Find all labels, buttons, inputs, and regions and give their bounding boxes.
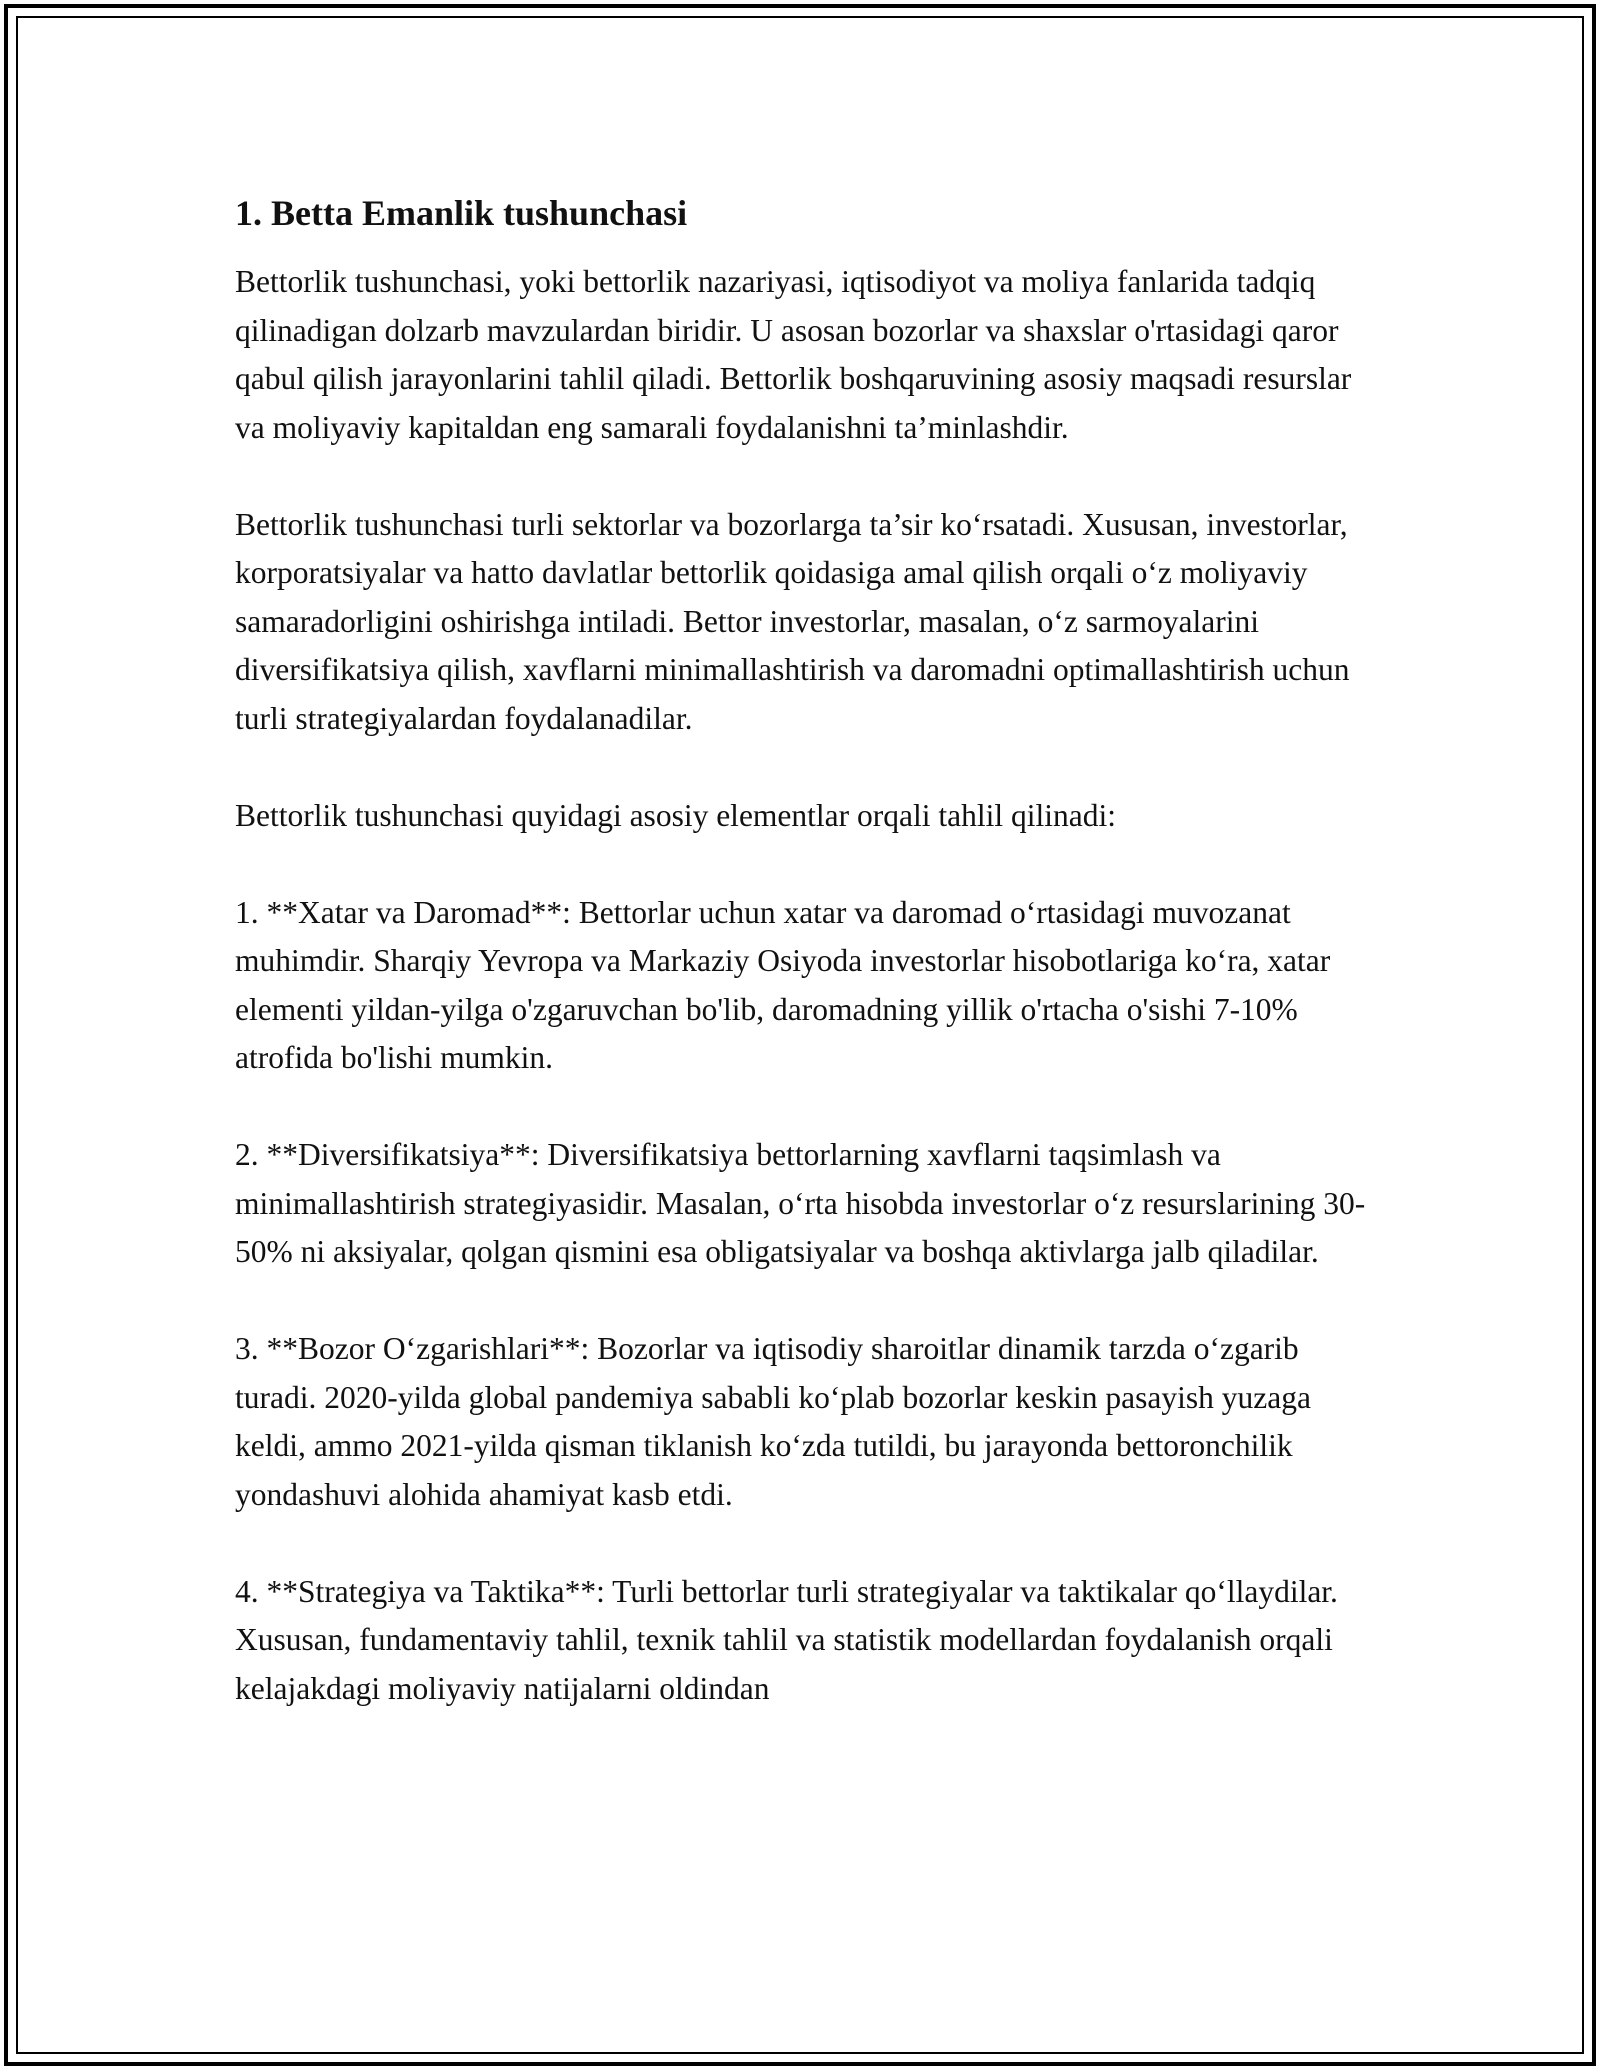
document-body — [235, 188, 1370, 1713]
list-item-diversification: 2. **Diversifikatsiya**: Diversifikatsiya bettorlarning xavflarni taqsimlash va minimallashtirish strategiyasidir. Masalan, o‘rta hisobda investorlar o‘z resurslarining 30-50% ni aksiyalar, qolgan qismini esa obligatsiyalar va boshqa aktivlarga jalb qiladilar. — [235, 1137, 1366, 1269]
list-item-risk-return: 1. **Xatar va Daromad**: Bettorlar uchun xatar va daromad o‘rtasidagi muvozanat muhimdir. Sharqiy Yevropa va Markaziy Osiyoda investorlar hisobotlariga ko‘ra, xatar elementi yildan-yilga o'zgaruvchan bo'lib, daromadning yillik o'rtacha o'sishi 7-10% atrofida bo'lishi mumkin. — [235, 894, 1331, 1075]
list-item-market-changes: 3. **Bozor O‘zgarishlari**: Bozorlar va iqtisodiy sharoitlar dinamik tarzda o‘zgarib turadi. 2020-yilda global pandemiya sababli ko‘plab bozorlar keskin pasayish yuzaga keldi, ammo 2021-yilda qisman tiklanish ko‘zda tutildi, bu jarayonda bettoronchilik yondashuvi alohida ahamiyat kasb etdi. — [235, 1331, 1311, 1512]
section-heading: 1. Betta Emanlik tushunchasi — [235, 193, 688, 233]
paragraph-elements-intro: Bettorlik tushunchasi quyidagi asosiy elementlar orqali tahlil qilinadi: — [235, 797, 1116, 833]
paragraph-intro: Bettorlik tushunchasi, yoki bettorlik nazariyasi, iqtisodiyot va moliya fanlarida tadqiq qilinadigan dolzarb mavzulardan biridir. U asosan bozorlar va shaxslar o'rtasidagi qaror qabul qilish jarayonlarini tahlil qiladi. Bettorlik boshqaruvining asosiy maqsadi resurslar va moliyaviy kapitaldan eng samarali foydalanishni ta’minlashdir. — [235, 264, 1352, 445]
paragraph-sectors: Bettorlik tushunchasi turli sektorlar va bozorlarga ta’sir ko‘rsatadi. Xususan, investorlar, korporatsiyalar va hatto davlatlar bettorlik qoidasiga amal qilish orqali o‘z moliyaviy samaradorligini oshirishga intiladi. Bettor investorlar, masalan, o‘z sarmoyalarini diversifikatsiya qilish, xavflarni minimallashtirish va daromadni optimallashtirish uchun turli strategiyalardan foydalanadilar. — [235, 506, 1350, 736]
list-item-strategy-tactics: 4. **Strategiya va Taktika**: Turli bettorlar turli strategiyalar va taktikalar qo‘llaydilar. Xususan, fundamentaviy tahlil, texnik tahlil va statistik modellardan foydalanish orqali kelajakdagi moliyaviy natijalarni oldindan — [235, 1573, 1338, 1706]
